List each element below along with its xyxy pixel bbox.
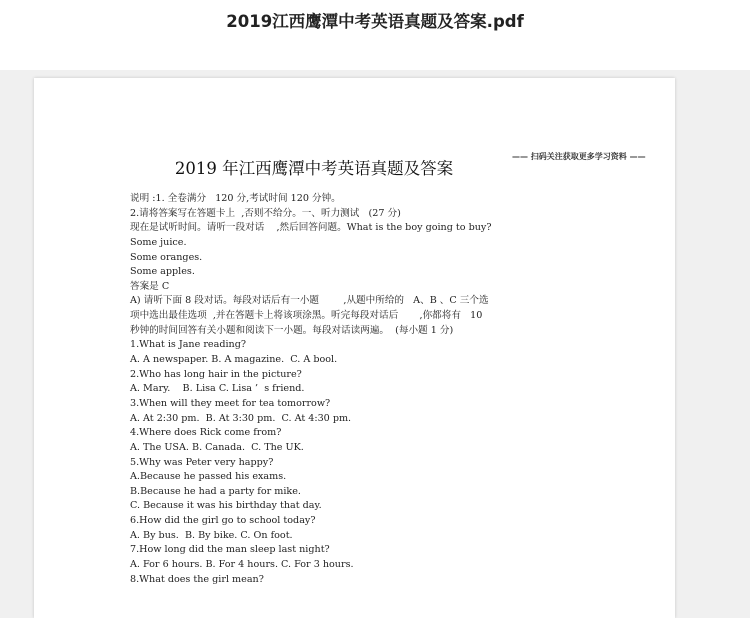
document-body [130,192,590,587]
file-title: 2019江西鹰潭中考英语真题及答案.pdf [226,12,524,31]
text-line: 1.What is Jane reading? [130,339,246,351]
text-line: Some apples. [130,266,195,278]
text-line: A. At 2:30 pm. B. At 3:30 pm. C. At 4:30 pm. [130,412,352,424]
text-line: 2.请将答案写在答题卡上 ,否则不给分。一、听力测试 (27 分) [130,207,401,219]
watermark-text: —— 扫码关注获取更多学习资料 —— [512,152,646,161]
text-line: 现在是试听时间。请听一段对话 ,然后回答问题。What is the boy going to buy? [130,222,492,234]
text-line: Some oranges. [130,251,203,263]
text-line: 7.How long did the man sleep last night? [130,544,330,556]
text-line: Some juice. [130,236,187,248]
text-line: 说明 :1. 全卷满分 120 分,考试时间 120 分钟。 [130,193,341,204]
text-line: A. The USA. B. Canada. C. The UK. [130,441,304,453]
pdf-page [34,78,675,618]
text-line: 项中选出最佳选项 ,并在答题卡上将该项涂黑。听完每段对话后 ,你都将有 10 [130,310,483,322]
document-title: 2019 年江西鹰潭中考英语真题及答案 [174,159,454,178]
text-line: 4.Where does Rick come from? [130,427,282,439]
text-line: A.Because he passed his exams. [130,471,287,483]
text-line: 秒钟的时间回答有关小题和阅读下一小题。每段对话读两遍。 (每小题 1 分) [130,324,454,336]
viewer-header [0,0,750,70]
text-line: A. Mary. B. Lisa C. Lisa ’ s friend. [130,383,305,395]
text-line: C. Because it was his birthday that day. [130,500,322,512]
text-line: 答案是 C [130,280,170,292]
text-line: 3.When will they meet for tea tomorrow? [130,397,331,409]
text-line: 8.What does the girl mean? [130,573,264,585]
text-line: 2.Who has long hair in the picture? [130,368,302,380]
text-line: 6.How did the girl go to school today? [130,515,316,527]
text-line: A. A newspaper. B. A magazine. C. A bool. [130,354,338,366]
text-line: A. By bus. B. By bike. C. On foot. [130,529,293,541]
text-line: A) 请听下面 8 段对话。每段对话后有一小题 ,从题中所给的 A、B 、C 三个选 [130,295,489,307]
text-line: 5.Why was Peter very happy? [130,456,274,468]
text-line: B.Because he had a party for mike. [130,485,301,497]
text-line: A. For 6 hours. B. For 4 hours. C. For 3 hours. [130,559,354,571]
